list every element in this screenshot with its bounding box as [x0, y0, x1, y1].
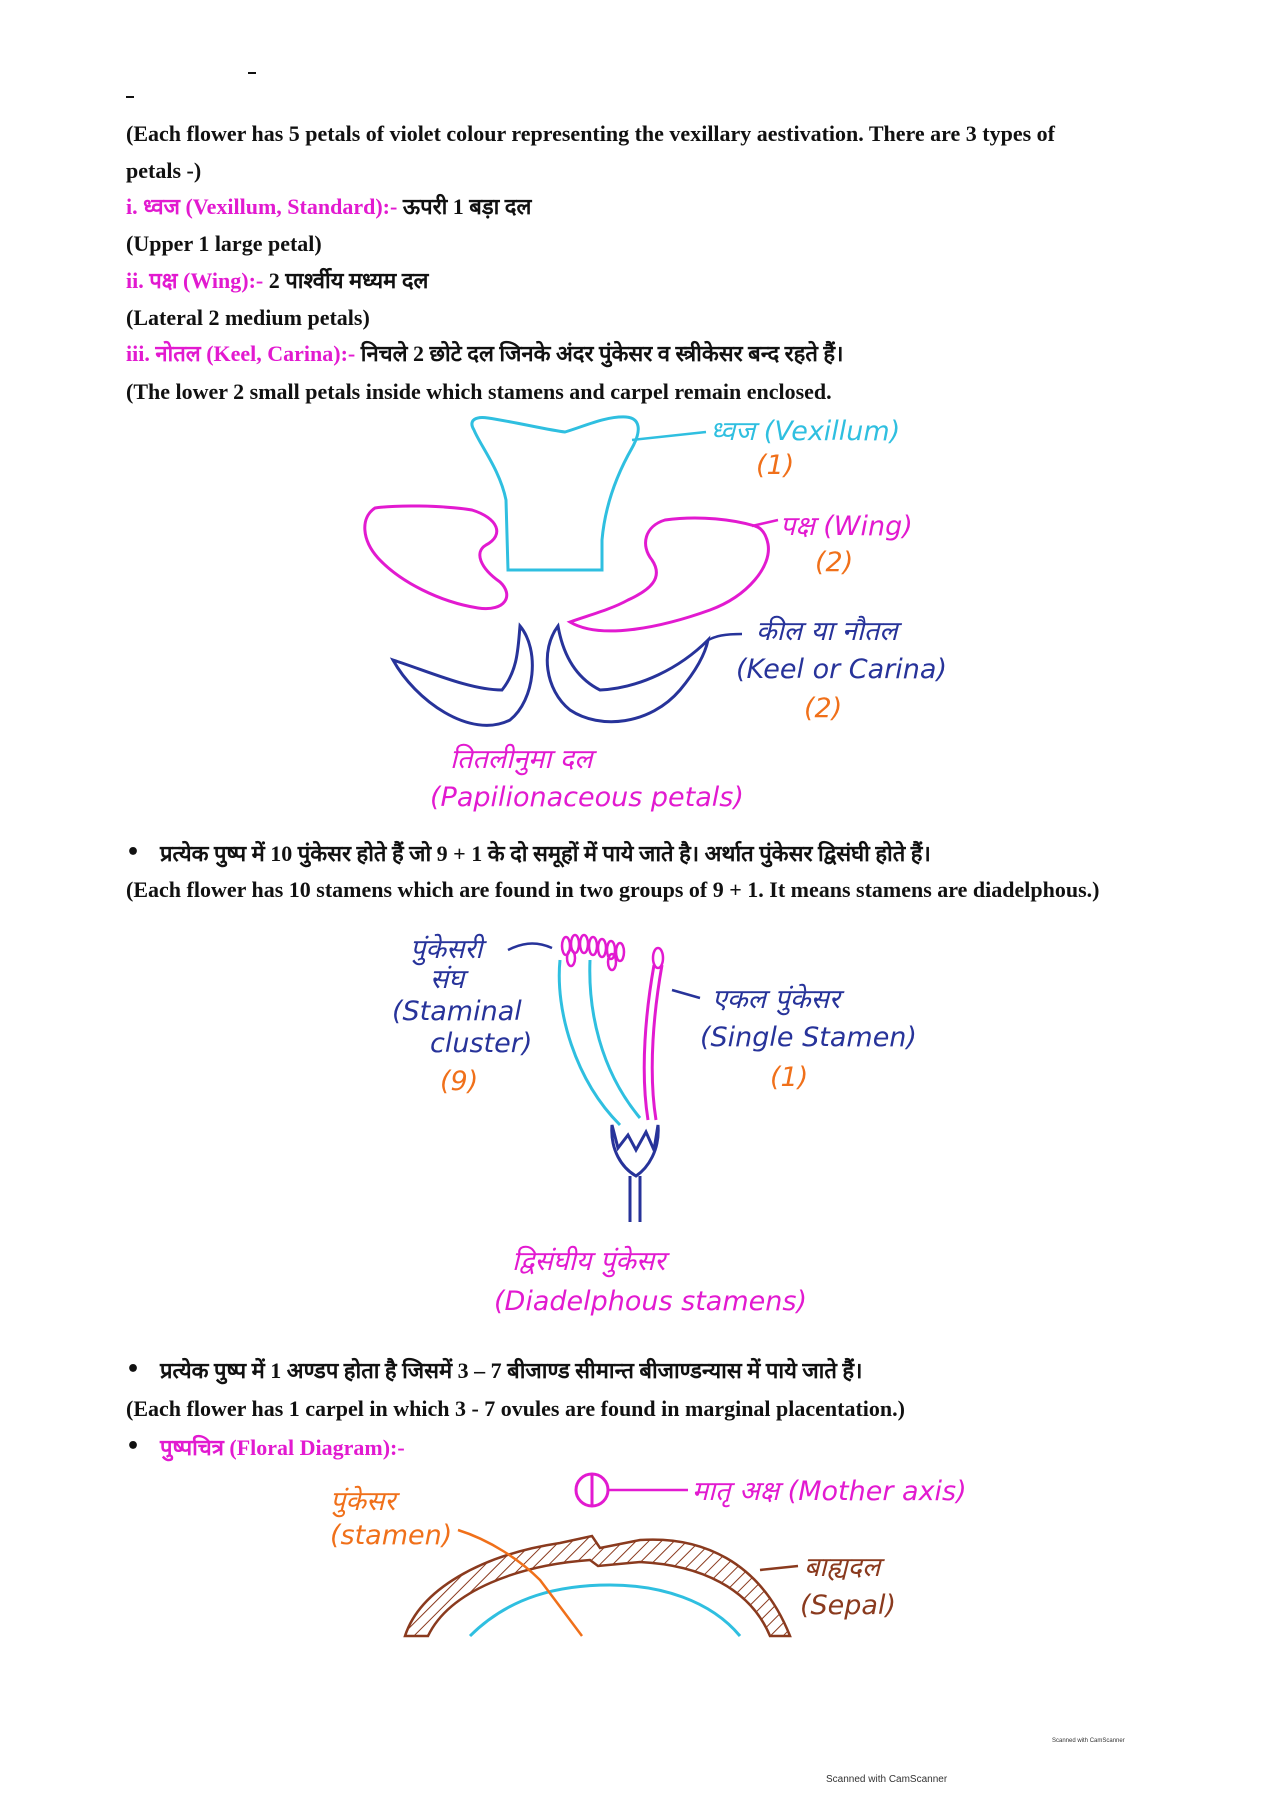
single-pointer: [672, 990, 700, 998]
cluster-label-english-1: (Staminal: [392, 996, 522, 1027]
sepal-label-english: (Sepal): [800, 1590, 897, 1621]
petals-caption-hindi: तितलीनुमा दल: [450, 744, 593, 775]
petal-type-english: (Lateral 2 medium petals): [126, 305, 370, 330]
keel-count: (2): [804, 693, 843, 724]
bullet: •: [126, 1434, 141, 1459]
petal-type-english: (The lower 2 small petals inside which stamens and carpel remain enclosed.: [126, 379, 832, 404]
wing-petal-left: [365, 506, 507, 609]
carpel-bullet-hindi: प्रत्येक पुष्प में 1 अण्डप होता है जिसमें 3 – 7 बीजाण्ड सीमान्त बीजाण्डन्यास में पाये जाते हैं।: [160, 1358, 863, 1383]
petal-type-label: iii. नोतल (Keel, Carina):-: [126, 341, 361, 366]
diadelphous-stamens-figure: [508, 935, 700, 1222]
petal-type-label: ii. पक्ष (Wing):-: [126, 268, 269, 293]
keel-label-english: (Keel or Carina): [736, 654, 947, 685]
bullet: •: [126, 1357, 141, 1382]
wing-label: पक्ष (Wing): [780, 511, 913, 542]
keel-petal-left: [393, 626, 532, 725]
keel-label-hindi: कील या नौतल: [756, 616, 898, 647]
stamen-label-hindi: पुंकेसर: [330, 1486, 396, 1517]
single-label-english: (Single Stamen): [700, 1022, 917, 1053]
stamens-caption-hindi: द्विसंघीय पुंकेसर: [512, 1246, 666, 1277]
stamen-label-english: (stamen): [330, 1520, 453, 1551]
stamens-caption-english: (Diadelphous stamens): [494, 1286, 807, 1317]
keel-petal-right: [547, 626, 708, 722]
petals-caption-english: (Papilionaceous petals): [430, 782, 744, 813]
sepal-pointer: [760, 1566, 798, 1570]
single-stamen-filament: [652, 965, 662, 1120]
vexillum-pointer: [632, 432, 706, 440]
wing-pointer: [752, 520, 778, 526]
bullet: •: [126, 840, 141, 865]
petal-type-text: 2 पार्श्वीय मध्यम दल: [268, 268, 429, 293]
intro-line-1: (Each flower has 5 petals of violet colour representing the vexillary aestivation. There are 3 types of: [126, 121, 1055, 146]
inner-whorl-arc: [470, 1585, 740, 1636]
camscanner-watermark: Scanned with CamScanner: [826, 1774, 948, 1785]
floral-diagram-heading: पुष्पचित्र (Floral Diagram):-: [160, 1435, 405, 1460]
carpel-bullet-english: (Each flower has 1 carpel in which 3 - 7 ovules are found in marginal placentation.): [126, 1396, 905, 1421]
single-anther: [653, 948, 663, 968]
stamen-bullet-english: (Each flower has 10 stamens which are found in two groups of 9 + 1. It means stamens are diadelphous.): [126, 877, 1100, 902]
petal-type-label: i. ध्वज (Vexillum, Standard):-: [126, 194, 403, 219]
vexillum-petal: [472, 417, 638, 570]
sepal-label-hindi: बाह्यदल: [804, 1552, 881, 1583]
anther-cluster: [562, 935, 624, 970]
cluster-pointer: [508, 944, 552, 950]
mother-axis-label: मातृ अक्ष (Mother axis): [692, 1476, 967, 1507]
cluster-count: (9): [440, 1066, 479, 1097]
single-label-hindi: एकल पुंकेसर: [712, 984, 840, 1015]
petal-type-text: निचले 2 छोटे दल जिनके अंदर पुंकेसर व स्त्रीकेसर बन्द रहते हैं।: [360, 341, 844, 366]
vexillum-label: ध्वज (Vexillum): [710, 416, 901, 447]
keel-pointer: [708, 634, 742, 640]
cluster-label-english-2: cluster): [430, 1028, 533, 1059]
cluster-label-hindi-1: पुंकेसरी: [410, 934, 483, 965]
staminal-tube: [590, 960, 640, 1118]
intro-line-2: petals -): [126, 158, 202, 183]
wing-count: (2): [815, 547, 854, 578]
stamen-bullet-hindi: प्रत्येक पुष्प में 10 पुंकेसर होते हैं जो 9 + 1 के दो समूहों में पाये जाते है। अर्थात पुंकेसर द्विसंघी होते हैं।: [160, 841, 931, 866]
vexillum-count: (1): [756, 450, 795, 481]
petal-type-text: ऊपरी 1 बड़ा दल: [402, 194, 532, 219]
petal-type-english: (Upper 1 large petal): [126, 231, 322, 256]
calyx-cup: [612, 1125, 658, 1176]
cluster-label-hindi-2: संघ: [430, 964, 465, 995]
wing-petal-right: [570, 518, 768, 631]
single-count: (1): [770, 1062, 809, 1093]
camscanner-watermark-small: Scanned with CamScanner: [1052, 1738, 1125, 1744]
